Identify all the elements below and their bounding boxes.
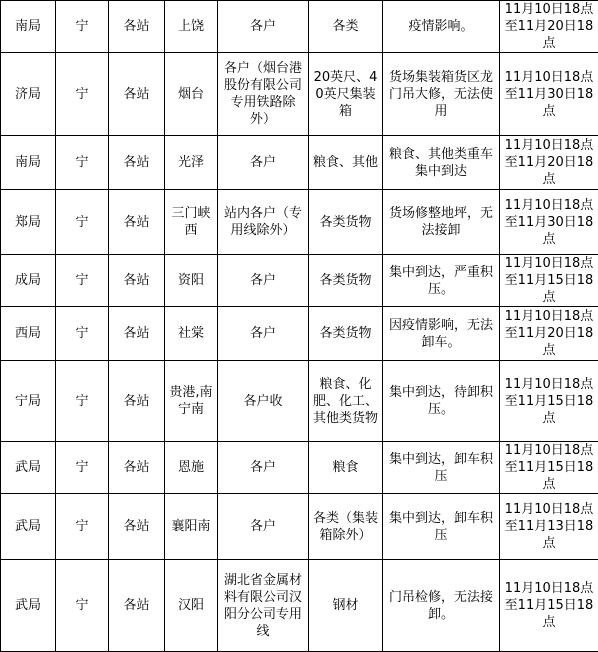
table-row bbox=[1, 255, 598, 307]
goods-cell: 各类货物 bbox=[309, 307, 383, 361]
bureau-cell: 济局 bbox=[1, 53, 56, 136]
consignee-cell: 各户 bbox=[218, 494, 309, 560]
scope-cell: 各站 bbox=[109, 494, 165, 560]
consignee-cell: 各户 bbox=[218, 1, 309, 53]
period-cell: 11月10日18点至11月15日18点 bbox=[500, 442, 598, 494]
consignee-cell: 各户收 bbox=[218, 361, 309, 442]
destination-cell: 宁 bbox=[56, 190, 109, 255]
consignee-cell: 各户 bbox=[218, 136, 309, 190]
consignee-cell: 各户 bbox=[218, 442, 309, 494]
station-cell: 上饶 bbox=[165, 1, 218, 53]
destination-cell: 宁 bbox=[56, 442, 109, 494]
scope-cell: 各站 bbox=[109, 307, 165, 361]
goods-cell: 粮食、其他 bbox=[309, 136, 383, 190]
destination-cell: 宁 bbox=[56, 136, 109, 190]
destination-cell: 宁 bbox=[56, 560, 109, 652]
reason-cell: 门吊检修，无法接卸。 bbox=[383, 560, 500, 652]
bureau-cell: 宁局 bbox=[1, 361, 56, 442]
station-cell: 烟台 bbox=[165, 53, 218, 136]
reason-cell: 货场修整地坪，无法接卸 bbox=[383, 190, 500, 255]
bureau-cell: 武局 bbox=[1, 494, 56, 560]
station-cell: 光泽 bbox=[165, 136, 218, 190]
station-cell: 资阳 bbox=[165, 255, 218, 307]
destination-cell: 宁 bbox=[56, 1, 109, 53]
period-cell: 11月10日18点至11月15日18点 bbox=[500, 255, 598, 307]
goods-cell: 各类 bbox=[309, 1, 383, 53]
reason-cell: 因疫情影响，无法卸车。 bbox=[383, 307, 500, 361]
destination-cell: 宁 bbox=[56, 494, 109, 560]
scope-cell: 各站 bbox=[109, 255, 165, 307]
bureau-cell: 武局 bbox=[1, 560, 56, 652]
bureau-cell: 郑局 bbox=[1, 190, 56, 255]
consignee-cell: 站内各户（专用线除外） bbox=[218, 190, 309, 255]
station-cell: 恩施 bbox=[165, 442, 218, 494]
reason-cell: 粮食、其他类重车集中到达 bbox=[383, 136, 500, 190]
station-cell: 三门峡西 bbox=[165, 190, 218, 255]
scope-cell: 各站 bbox=[109, 560, 165, 652]
reason-cell: 集中到达，卸车积压 bbox=[383, 494, 500, 560]
consignee-cell: 各户 bbox=[218, 255, 309, 307]
bureau-cell: 西局 bbox=[1, 307, 56, 361]
bureau-cell: 南局 bbox=[1, 1, 56, 53]
scope-cell: 各站 bbox=[109, 53, 165, 136]
period-cell: 11月10日18点至11月20日18点 bbox=[500, 307, 598, 361]
consignee-cell: 各户 bbox=[218, 307, 309, 361]
reason-cell: 集中到达，严重积压。 bbox=[383, 255, 500, 307]
reason-cell: 集中到达，卸车积压 bbox=[383, 442, 500, 494]
scope-cell: 各站 bbox=[109, 442, 165, 494]
reason-cell: 货场集装箱货区龙门吊大修，无法使用 bbox=[383, 53, 500, 136]
goods-cell: 钢材 bbox=[309, 560, 383, 652]
bureau-cell: 成局 bbox=[1, 255, 56, 307]
destination-cell: 宁 bbox=[56, 255, 109, 307]
station-cell: 贵港,南宁南 bbox=[165, 361, 218, 442]
bureau-cell: 南局 bbox=[1, 136, 56, 190]
period-cell: 11月10日18点至11月20日18点 bbox=[500, 1, 598, 53]
reason-cell: 集中到达，待卸积压。 bbox=[383, 361, 500, 442]
table-row bbox=[1, 307, 598, 361]
goods-cell: 粮食 bbox=[309, 442, 383, 494]
station-cell: 襄阳南 bbox=[165, 494, 218, 560]
period-cell: 11月10日18点至11月13日18点 bbox=[500, 494, 598, 560]
scope-cell: 各站 bbox=[109, 1, 165, 53]
table-body bbox=[1, 1, 598, 652]
destination-cell: 宁 bbox=[56, 361, 109, 442]
period-cell: 11月10日18点至11月30日18点 bbox=[500, 53, 598, 136]
table-row bbox=[1, 494, 598, 560]
destination-cell: 宁 bbox=[56, 307, 109, 361]
scope-cell: 各站 bbox=[109, 190, 165, 255]
scope-cell: 各站 bbox=[109, 361, 165, 442]
goods-cell: 各类货物 bbox=[309, 255, 383, 307]
goods-cell: 粮食、化肥、化工、其他类货物 bbox=[309, 361, 383, 442]
table-row bbox=[1, 361, 598, 442]
goods-cell: 各类货物 bbox=[309, 190, 383, 255]
station-cell: 汉阳 bbox=[165, 560, 218, 652]
scope-cell: 各站 bbox=[109, 136, 165, 190]
table-row bbox=[1, 190, 598, 255]
table-row bbox=[1, 1, 598, 53]
reason-cell: 疫情影响。 bbox=[383, 1, 500, 53]
consignee-cell: 湖北省金属材料有限公司汉阳分公司专用线 bbox=[218, 560, 309, 652]
goods-cell: 各类（集装箱除外） bbox=[309, 494, 383, 560]
table-row bbox=[1, 136, 598, 190]
period-cell: 11月10日18点至11月20日18点 bbox=[500, 136, 598, 190]
consignee-cell: 各户（烟台港股份有限公司专用铁路除外） bbox=[218, 53, 309, 136]
station-cell: 社棠 bbox=[165, 307, 218, 361]
table-row bbox=[1, 442, 598, 494]
table-row bbox=[1, 560, 598, 652]
goods-cell: 20英尺、40英尺集装箱 bbox=[309, 53, 383, 136]
bureau-cell: 武局 bbox=[1, 442, 56, 494]
period-cell: 11月10日18点至11月15日18点 bbox=[500, 560, 598, 652]
destination-cell: 宁 bbox=[56, 53, 109, 136]
period-cell: 11月10日18点至11月30日18点 bbox=[500, 190, 598, 255]
table-row bbox=[1, 53, 598, 136]
period-cell: 11月10日18点至11月15日18点 bbox=[500, 361, 598, 442]
